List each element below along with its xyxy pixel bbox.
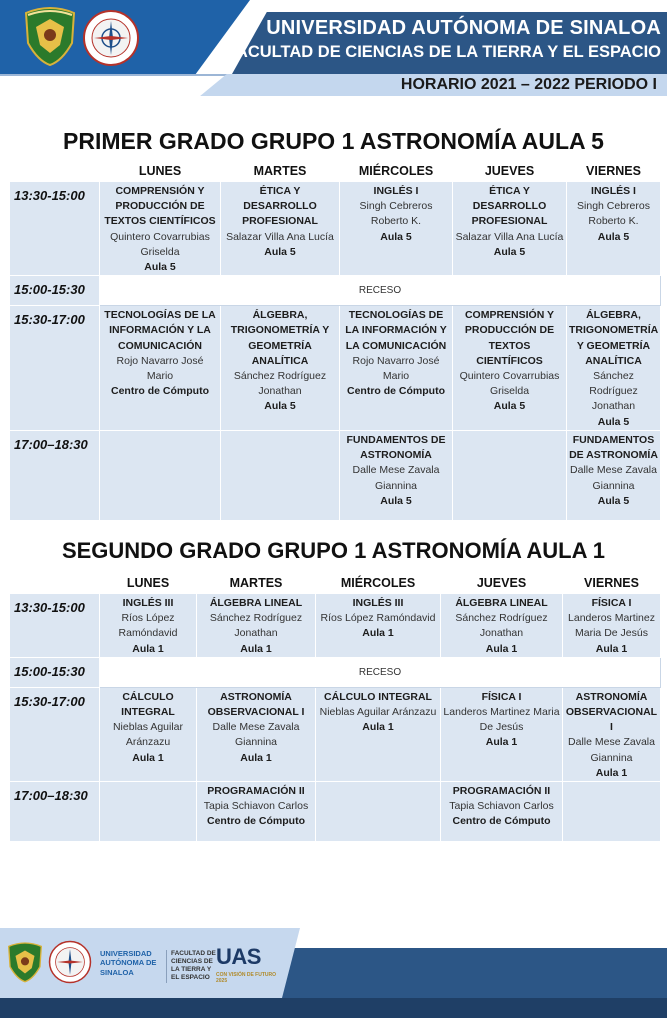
room-name: Aula 5	[380, 494, 412, 507]
day-header: MIÉRCOLES	[316, 574, 441, 594]
footer-faculty-seal-icon	[48, 940, 92, 984]
subject-name: ÁLGEBRA, TRIGONOMETRÍA Y GEOMETRÍA ANALÍTICA	[569, 309, 659, 367]
time-slot: 17:00–18:30	[10, 430, 100, 520]
table-row	[10, 687, 661, 781]
faculty-name: FACULTAD DE CIENCIAS DE LA TIERRA Y EL ESPACIO	[226, 43, 661, 61]
room-name: Aula 1	[240, 751, 272, 764]
room-name: Aula 5	[597, 230, 630, 243]
table-row	[10, 430, 661, 520]
time-slot: 15:30-17:00	[10, 306, 100, 431]
grade2-schedule-table	[9, 574, 661, 842]
class-cell	[316, 687, 441, 781]
professor-name: Ríos López Ramóndavid	[320, 612, 436, 625]
room-name: Centro de Cómputo	[452, 815, 551, 828]
grade1-day-header-row	[10, 162, 661, 182]
table-row	[10, 782, 661, 842]
subject-name: ÉTICA Y DESARROLLO PROFESIONAL	[471, 185, 548, 228]
room-name: Aula 1	[362, 721, 394, 734]
corner-header	[10, 574, 100, 594]
class-cell	[563, 687, 661, 781]
class-cell	[453, 306, 567, 431]
professor-name: Landeros Martinez Maria De Jesús	[443, 705, 560, 734]
subject-name: INGLÉS III	[122, 597, 174, 609]
subject-name: TECNOLOGÍAS DE LA INFORMACIÓN Y LA COMUNICACIÓN	[345, 309, 447, 352]
room-name: Aula 1	[132, 751, 164, 764]
recess-cell: RECESO	[100, 276, 661, 306]
professor-name: Singh Cebreros Roberto K.	[577, 200, 650, 228]
grade1-title: PRIMER GRADO GRUPO 1 ASTRONOMÍA AULA 5	[63, 128, 604, 154]
class-cell	[441, 594, 563, 658]
day-header: LUNES	[100, 574, 197, 594]
room-name: Aula 1	[485, 736, 518, 749]
day-header: LUNES	[100, 162, 221, 182]
class-cell	[340, 430, 453, 520]
footer-slogan: CON VISIÓN DE FUTURO 2025	[216, 972, 277, 984]
grade2-day-header-row	[10, 574, 661, 594]
professor-name: Sánchez Rodríguez Jonathan	[589, 370, 638, 413]
schedule-period: HORARIO 2021 – 2022 PERIODO I	[400, 76, 657, 93]
room-name: Aula 1	[362, 627, 394, 640]
class-cell	[567, 430, 661, 520]
time-slot: 15:30-17:00	[10, 687, 100, 781]
class-cell	[197, 782, 316, 842]
room-name: Centro de Cómputo	[347, 385, 445, 398]
room-name: Aula 5	[264, 245, 296, 258]
room-name: Aula 5	[493, 245, 526, 258]
professor-name: Rojo Navarro José Mario	[352, 354, 440, 383]
subject-name: FUNDAMENTOS DE ASTRONOMÍA	[569, 433, 658, 462]
footer-faculty-name: FACULTAD DE CIENCIAS DE LA TIERRA Y EL ESPACIO	[166, 950, 219, 983]
time-slot: 13:30-15:00	[10, 594, 100, 658]
subject-name: CÁLCULO INTEGRAL	[324, 690, 432, 703]
corner-header	[10, 162, 100, 182]
subject-name: FÍSICA I	[591, 597, 632, 609]
day-header: JUEVES	[453, 162, 567, 182]
professor-name: Dalle Mese Zavala Giannina	[568, 736, 655, 764]
grade2-title: SEGUNDO GRADO GRUPO 1 ASTRONOMÍA AULA 1	[61, 538, 606, 563]
room-name: Centro de Cómputo	[207, 815, 305, 828]
room-name: Aula 5	[597, 415, 630, 428]
subject-name: ÉTICA Y DESARROLLO PROFESIONAL	[242, 185, 318, 228]
professor-name: Rojo Navarro José Mario	[116, 354, 204, 383]
room-name: Aula 1	[132, 642, 164, 655]
empty-cell	[453, 430, 567, 520]
empty-cell	[100, 430, 221, 520]
faculty-seal-logo-icon	[82, 9, 140, 67]
room-name: Centro de Cómputo	[111, 385, 209, 398]
subject-name: COMPRENSIÓN Y PRODUCCIÓN DE TEXTOS CIENTÍFICOS	[464, 309, 555, 367]
time-slot: 17:00–18:30	[10, 782, 100, 842]
subject-name: TECNOLOGÍAS DE LA INFORMACIÓN Y LA COMUNICACIÓN	[104, 309, 216, 352]
subject-name: INGLÉS III	[352, 597, 404, 609]
day-header: VIERNES	[563, 574, 661, 594]
professor-name: Nieblas Aguilar Aránzazu	[319, 705, 437, 718]
professor-name: Salazar Villa Ana Lucía	[226, 230, 334, 243]
time-slot: 13:30-15:00	[10, 182, 100, 276]
room-name: Aula 1	[595, 766, 628, 779]
university-name: UNIVERSIDAD AUTÓNOMA DE SINALOA	[266, 17, 661, 39]
class-cell	[197, 594, 316, 658]
recess-row	[10, 276, 661, 306]
subject-name: ÁLGEBRA LINEAL	[209, 597, 303, 609]
class-cell	[221, 306, 340, 431]
room-name: Aula 5	[493, 400, 526, 413]
professor-name: Sánchez Rodríguez Jonathan	[233, 370, 327, 398]
subject-name: INGLÉS I	[591, 185, 636, 197]
subject-name: FÍSICA I	[481, 690, 522, 703]
professor-name: Sánchez Rodríguez Jonathan	[455, 612, 548, 640]
empty-cell	[563, 782, 661, 842]
day-header: JUEVES	[441, 574, 563, 594]
professor-name: Nieblas Aguilar Aránzazu	[112, 721, 184, 749]
subject-name: ÁLGEBRA, TRIGONOMETRÍA Y GEOMETRÍA ANALÍTICA	[230, 309, 330, 367]
footer-uas-logo: UAS	[216, 944, 261, 969]
class-cell	[340, 306, 453, 431]
class-cell	[100, 594, 197, 658]
footer-university-name: UNIVERSIDAD AUTÓNOMA DE SINALOA	[100, 949, 157, 977]
subject-name: ASTRONOMÍA OBSERVACIONAL I	[565, 690, 658, 734]
professor-name: Salazar Villa Ana Lucía	[455, 230, 564, 243]
class-cell	[567, 306, 661, 431]
day-header: MARTES	[197, 574, 316, 594]
class-cell	[441, 782, 563, 842]
room-name: Aula 1	[240, 642, 272, 655]
subject-name: PROGRAMACIÓN II	[207, 785, 305, 798]
empty-cell	[100, 782, 197, 842]
recess-cell: RECESO	[100, 657, 661, 687]
subject-name: ÁLGEBRA LINEAL	[455, 597, 548, 609]
class-cell	[340, 182, 453, 276]
professor-name: Quintero Covarrubias Griselda	[110, 230, 210, 258]
professor-name: Landeros Martinez Maria De Jesús	[568, 612, 655, 640]
footer-uas-shield-icon	[6, 940, 44, 984]
table-row	[10, 306, 661, 431]
professor-name: Dalle Mese Zavala Giannina	[352, 464, 440, 492]
footer-bottom-band	[0, 998, 667, 1018]
class-cell	[316, 594, 441, 658]
day-header: MIÉRCOLES	[340, 162, 453, 182]
subject-name: INGLÉS I	[373, 185, 419, 197]
class-cell	[567, 182, 661, 276]
class-cell	[197, 687, 316, 781]
empty-cell	[221, 430, 340, 520]
professor-name: Tapia Schiavon Carlos	[203, 800, 309, 813]
room-name: Aula 5	[144, 261, 176, 274]
room-name: Aula 5	[597, 494, 630, 507]
class-cell	[441, 687, 563, 781]
table-row	[10, 182, 661, 276]
time-slot: 15:00-15:30	[10, 657, 100, 687]
professor-name: Dalle Mese Zavala Giannina	[570, 464, 657, 492]
class-cell	[221, 182, 340, 276]
grade1-schedule-table	[9, 162, 661, 521]
time-slot: 15:00-15:30	[10, 276, 100, 306]
room-name: Aula 1	[595, 642, 628, 655]
class-cell	[453, 182, 567, 276]
professor-name: Sánchez Rodríguez Jonathan	[209, 612, 303, 640]
empty-cell	[316, 782, 441, 842]
table-row	[10, 594, 661, 658]
room-name: Aula 5	[380, 230, 412, 243]
class-cell	[563, 594, 661, 658]
professor-name: Quintero Covarrubias Griselda	[459, 370, 560, 398]
recess-row	[10, 657, 661, 687]
class-cell	[100, 687, 197, 781]
day-header: MARTES	[221, 162, 340, 182]
professor-name: Ríos López Ramóndavid	[118, 612, 178, 640]
professor-name: Tapia Schiavon Carlos	[449, 800, 554, 813]
professor-name: Singh Cebreros Roberto K.	[359, 200, 433, 228]
subject-name: PROGRAMACIÓN II	[452, 785, 551, 798]
subject-name: FUNDAMENTOS DE ASTRONOMÍA	[346, 433, 446, 462]
room-name: Aula 1	[485, 642, 518, 655]
class-cell	[100, 306, 221, 431]
subject-name: CÁLCULO INTEGRAL	[121, 690, 175, 718]
uas-shield-logo-icon	[22, 5, 78, 67]
room-name: Aula 5	[264, 400, 296, 413]
day-header: VIERNES	[567, 162, 661, 182]
professor-name: Dalle Mese Zavala Giannina	[212, 721, 300, 749]
subject-name: ASTRONOMÍA OBSERVACIONAL I	[207, 690, 305, 718]
subject-name: COMPRENSIÓN Y PRODUCCIÓN DE TEXTOS CIENTÍFICOS	[104, 185, 216, 228]
class-cell	[100, 182, 221, 276]
